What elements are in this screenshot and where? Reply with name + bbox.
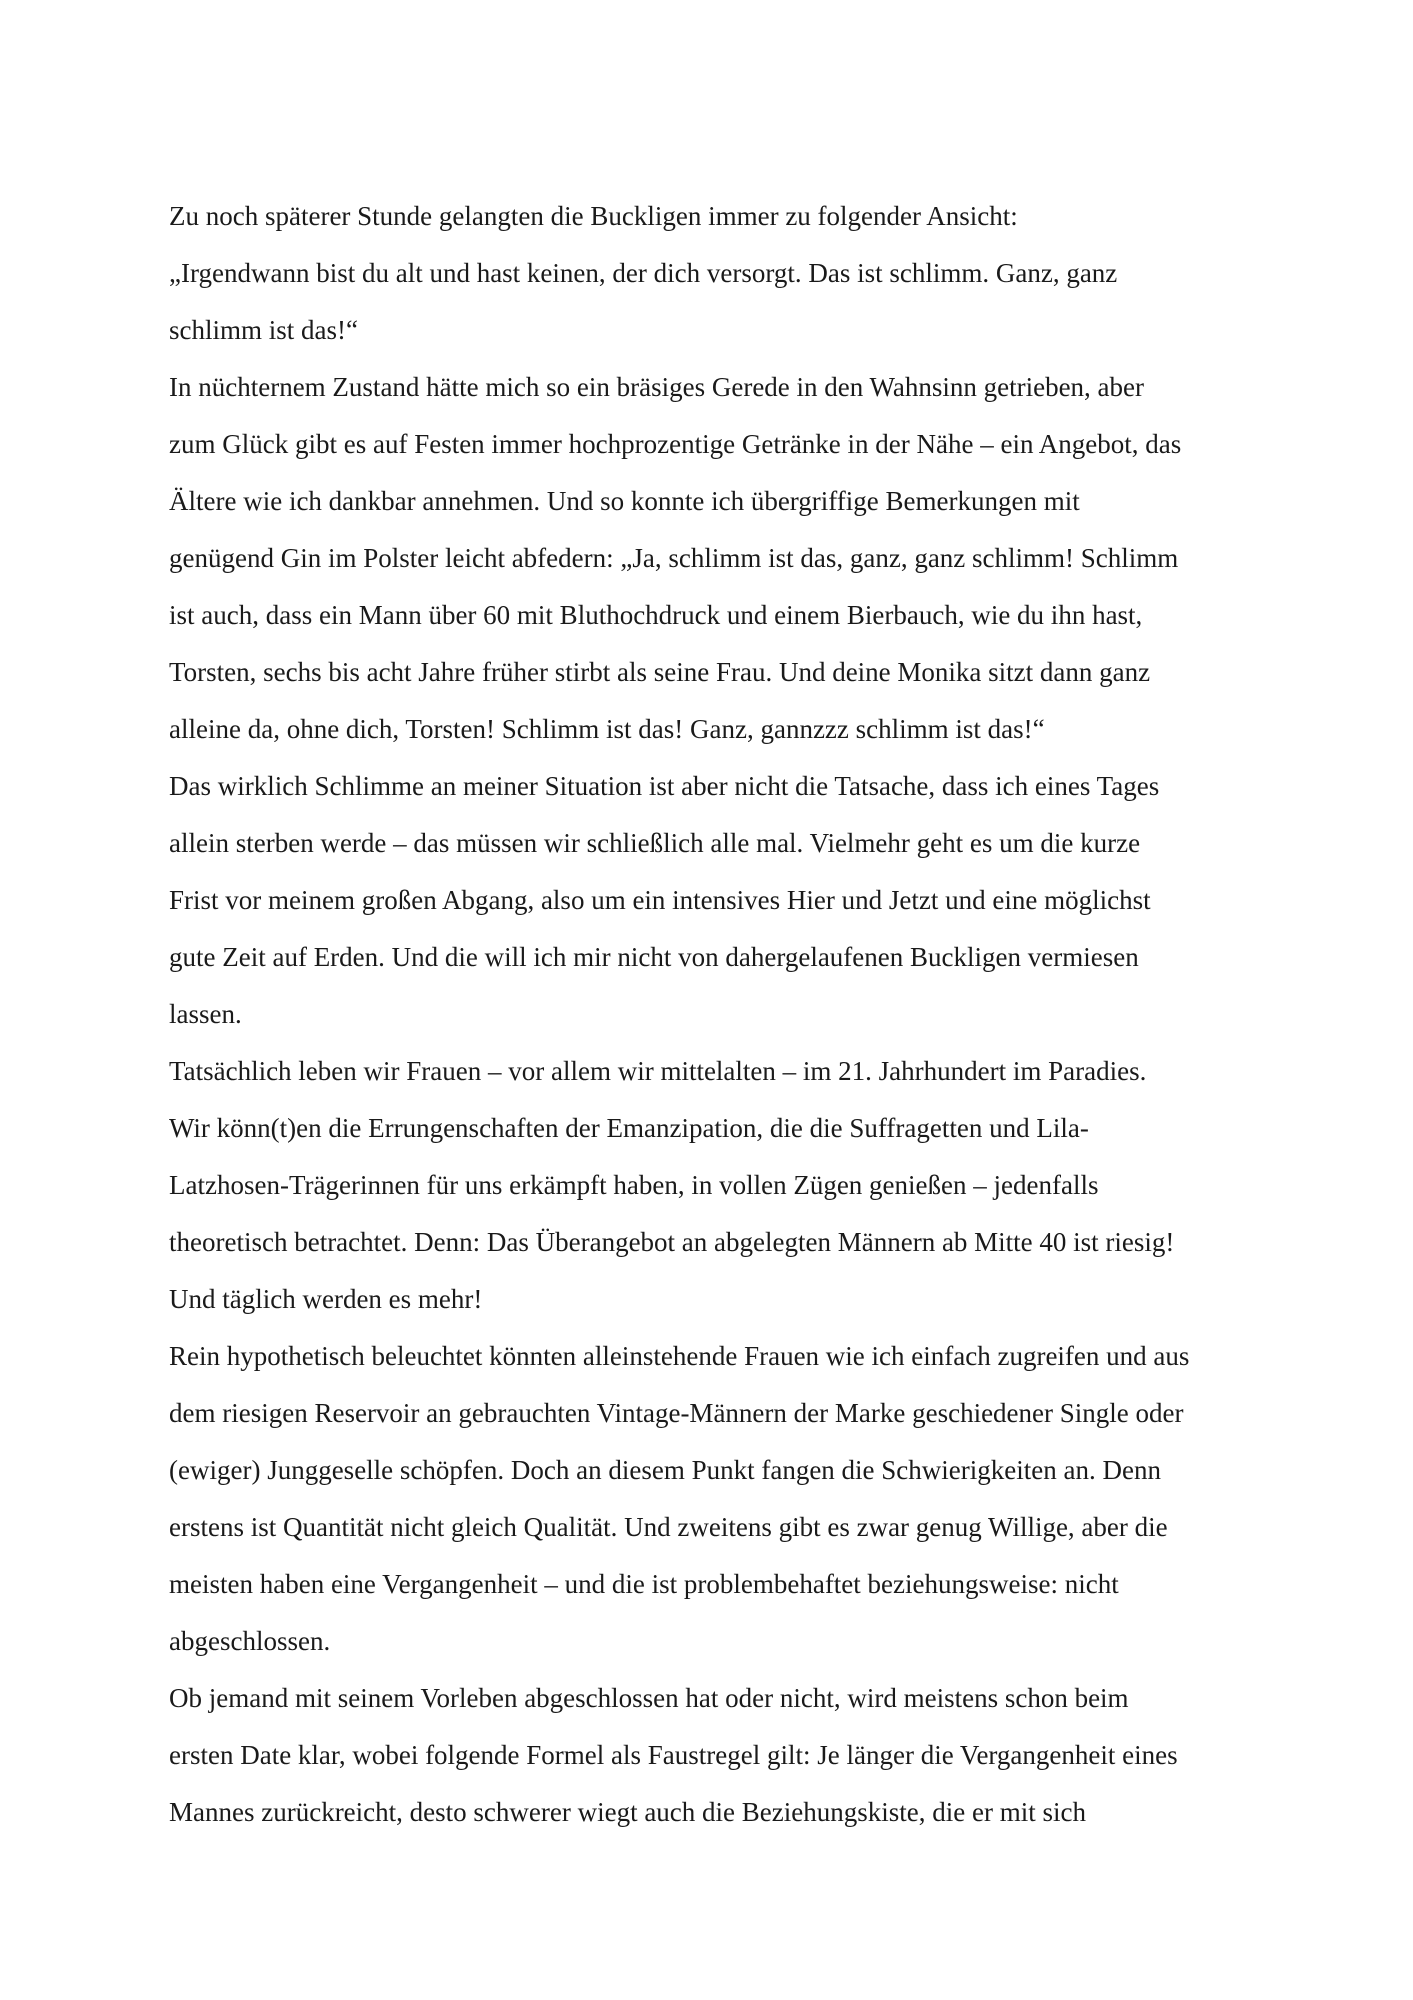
text-line: schlimm ist das!“	[169, 315, 358, 345]
text-line: Tatsächlich leben wir Frauen – vor allem wir mittelalten – im 21. Jahrhundert im Paradies.	[169, 1056, 1147, 1086]
text-line: abgeschlossen.	[169, 1626, 331, 1656]
text-line: Mannes zurückreicht, desto schwerer wiegt auch die Beziehungskiste, die er mit sich	[169, 1797, 1086, 1827]
text-line: Latzhosen-Trägerinnen für uns erkämpft haben, in vollen Zügen genießen – jedenfalls	[169, 1170, 1099, 1200]
text-line: Frist vor meinem großen Abgang, also um ein intensives Hier und Jetzt und eine möglichst	[169, 885, 1151, 915]
text-line: Torsten, sechs bis acht Jahre früher stirbt als seine Frau. Und deine Monika sitzt dann ganz	[169, 657, 1151, 687]
text-line: gute Zeit auf Erden. Und die will ich mir nicht von dahergelaufenen Buckligen vermiesen	[169, 942, 1139, 972]
text-line: erstens ist Quantität nicht gleich Qualität. Und zweitens gibt es zwar genug Willige, aber die	[169, 1512, 1168, 1542]
text-line: „Irgendwann bist du alt und hast keinen, der dich versorgt. Das ist schlimm. Ganz, ganz	[169, 258, 1118, 288]
text-line: Rein hypothetisch beleuchtet könnten alleinstehende Frauen wie ich einfach zugreifen und aus	[169, 1341, 1190, 1371]
text-line: ersten Date klar, wobei folgende Formel als Faustregel gilt: Je länger die Vergangenheit eines	[169, 1740, 1178, 1770]
text-line: Das wirklich Schlimme an meiner Situation ist aber nicht die Tatsache, dass ich eines Tages	[169, 771, 1160, 801]
text-line: meisten haben eine Vergangenheit – und die ist problembehaftet beziehungsweise: nicht	[169, 1569, 1119, 1599]
text-line: alleine da, ohne dich, Torsten! Schlimm ist das! Ganz, gannzzz schlimm ist das!“	[169, 714, 1045, 744]
text-line: ist auch, dass ein Mann über 60 mit Bluthochdruck und einem Bierbauch, wie du ihn hast,	[169, 600, 1143, 630]
text-line: allein sterben werde – das müssen wir schließlich alle mal. Vielmehr geht es um die kurze	[169, 828, 1141, 858]
text-line: Und täglich werden es mehr!	[169, 1284, 483, 1314]
text-line: zum Glück gibt es auf Festen immer hochprozentige Getränke in der Nähe – ein Angebot, das	[169, 429, 1182, 459]
text-line: genügend Gin im Polster leicht abfedern: „Ja, schlimm ist das, ganz, ganz schlimm! Schlimm	[169, 543, 1179, 573]
text-line: Wir könn(t)en die Errungenschaften der Emanzipation, die die Suffragetten und Lila-	[169, 1113, 1089, 1143]
text-line: In nüchternem Zustand hätte mich so ein bräsiges Gerede in den Wahnsinn getrieben, aber	[169, 372, 1145, 402]
body-text	[169, 188, 1249, 1841]
text-line: dem riesigen Reservoir an gebrauchten Vintage-Männern der Marke geschiedener Single oder	[169, 1398, 1184, 1428]
text-line: Ob jemand mit seinem Vorleben abgeschlossen hat oder nicht, wird meistens schon beim	[169, 1683, 1129, 1713]
text-line: lassen.	[169, 999, 242, 1029]
text-line: Zu noch späterer Stunde gelangten die Buckligen immer zu folgender Ansicht:	[169, 201, 1018, 231]
text-line: (ewiger) Junggeselle schöpfen. Doch an diesem Punkt fangen die Schwierigkeiten an. Denn	[169, 1455, 1161, 1485]
text-line: theoretisch betrachtet. Denn: Das Überangebot an abgelegten Männern ab Mitte 40 ist riesig!	[169, 1227, 1175, 1257]
text-line: Ältere wie ich dankbar annehmen. Und so konnte ich übergriffige Bemerkungen mit	[169, 486, 1080, 516]
